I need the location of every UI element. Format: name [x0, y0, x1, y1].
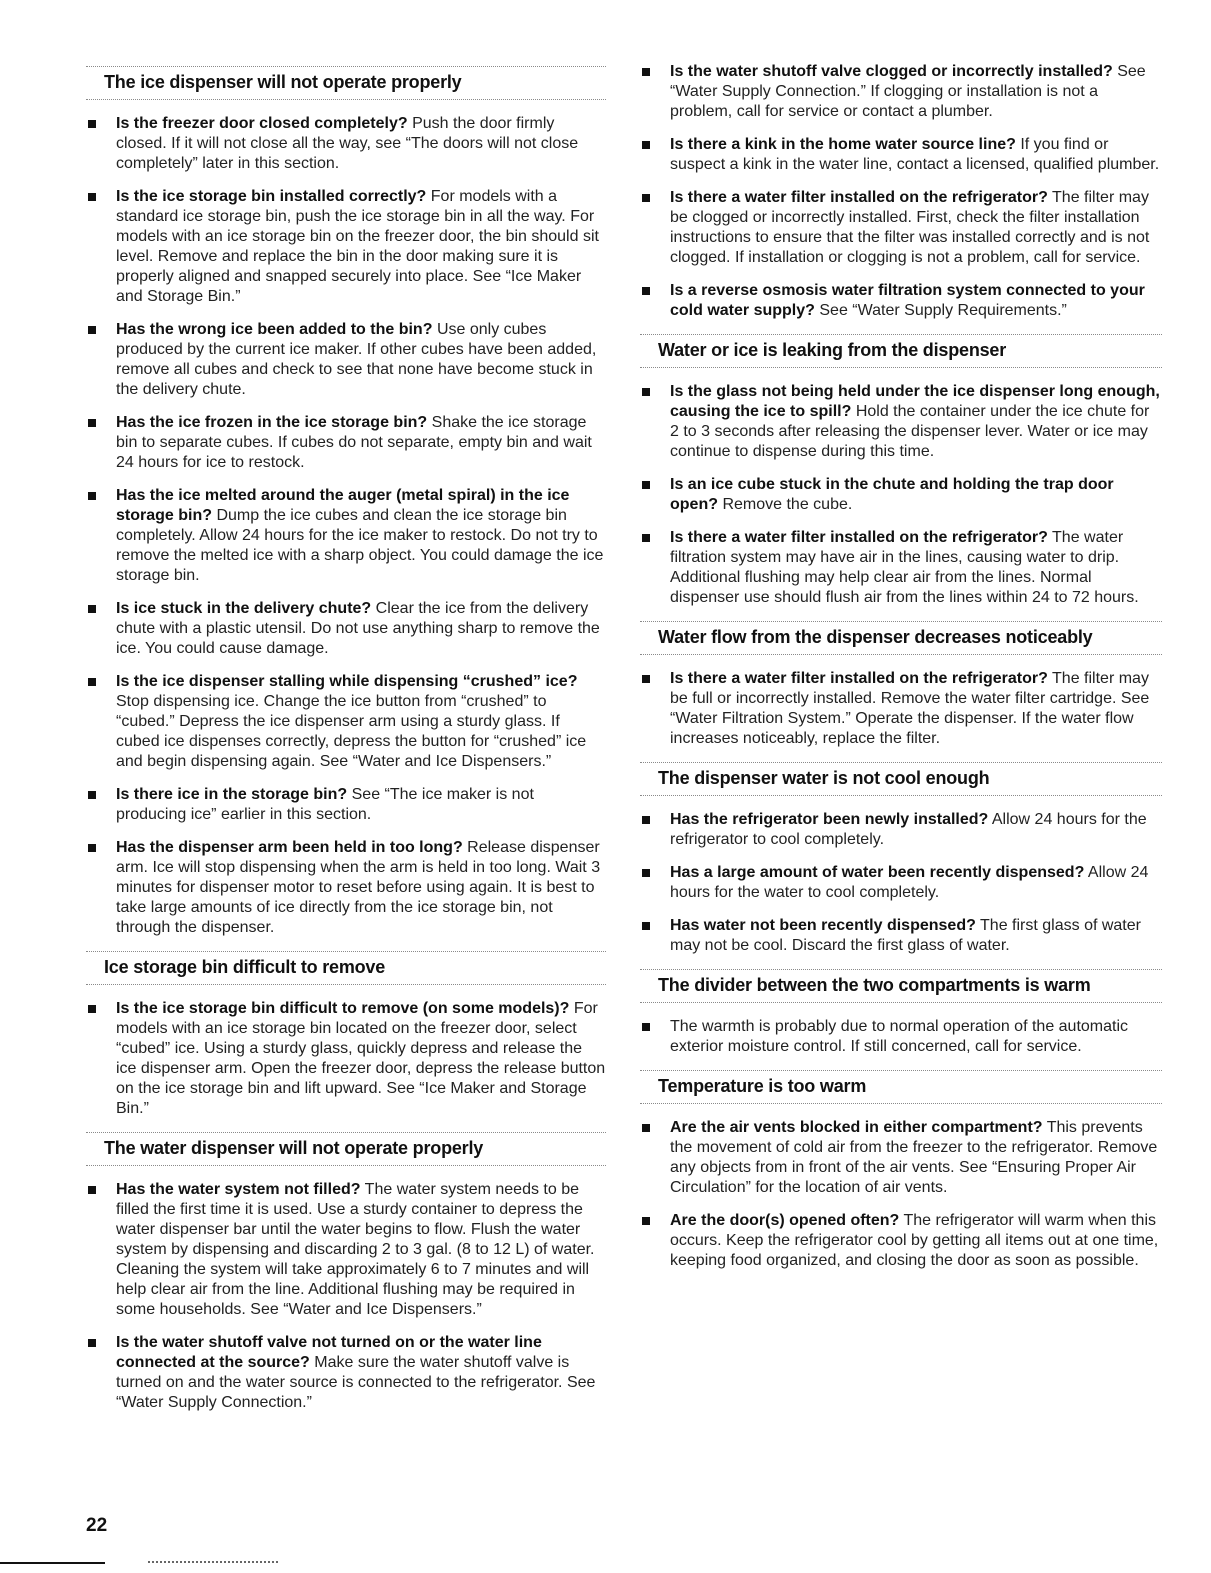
square-bullet-icon	[642, 1124, 650, 1132]
list-item	[86, 838, 606, 938]
question-text: Has water not been recently dispensed?	[670, 917, 976, 934]
question-text: Has the wrong ice been added to the bin?	[116, 321, 433, 338]
square-bullet-icon	[88, 1186, 96, 1194]
bullet-list	[640, 810, 1162, 956]
section-heading: Water flow from the dispenser decreases noticeably	[658, 627, 1093, 647]
answer-text: The filter may be full or incorrectly installed. Remove the water filter cartridge. See “Water Filtration System.” Operate the dispenser. If the water flow increases noticeably, replace the filter.	[670, 670, 1150, 747]
troubleshooting-section	[640, 1070, 1162, 1271]
square-bullet-icon	[88, 492, 96, 500]
answer-text: Use only cubes produced by the current ice maker. If other cubes have been added, remove all cubes and check to see that none have become stuck in the delivery chute.	[116, 321, 597, 398]
question-text: Are the door(s) opened often?	[670, 1212, 900, 1229]
troubleshooting-section	[640, 621, 1162, 749]
answer-text: Dump the ice cubes and clean the ice storage bin completely. Allow 24 hours for the ice maker to restock. Do not try to remove the melted ice with a sharp object. You could damage the ice storage bin.	[116, 507, 604, 584]
section-heading-band	[86, 66, 606, 100]
section-heading: The divider between the two compartments is warm	[658, 975, 1091, 995]
list-item	[86, 1333, 606, 1413]
section-heading: Temperature is too warm	[658, 1076, 867, 1096]
question-text: Is the water shutoff valve clogged or incorrectly installed?	[670, 63, 1113, 80]
question-text: Is the glass not being held under the ice dispenser long enough, causing the ice to spill?	[670, 383, 1160, 420]
list-item	[86, 999, 606, 1119]
answer-text: Allow 24 hours for the water to cool completely.	[670, 864, 1149, 901]
question-text: Has the ice melted around the auger (metal spiral) in the ice storage bin?	[116, 487, 570, 524]
question-text: Is there a water filter installed on the refrigerator?	[670, 670, 1048, 687]
square-bullet-icon	[88, 844, 96, 852]
question-text: Has a large amount of water been recently dispensed?	[670, 864, 1085, 881]
question-text: Are the air vents blocked in either compartment?	[670, 1119, 1043, 1136]
troubleshooting-section	[640, 334, 1162, 608]
list-item	[640, 810, 1162, 850]
square-bullet-icon	[88, 605, 96, 613]
list-item	[640, 1118, 1162, 1198]
question-text: Is there a kink in the home water source line?	[670, 136, 1016, 153]
list-item	[86, 599, 606, 659]
answer-text: The warmth is probably due to normal operation of the automatic exterior moisture control. If still concerned, call for service.	[670, 1018, 1129, 1055]
list-item	[640, 669, 1162, 749]
answer-text: Hold the container under the ice chute for 2 to 3 seconds after releasing the dispenser lever. Water or ice may continue to dispense during this time.	[670, 403, 1150, 460]
list-item	[86, 1180, 606, 1320]
square-bullet-icon	[88, 678, 96, 686]
list-item	[640, 382, 1162, 462]
list-item	[640, 528, 1162, 608]
list-item	[86, 785, 606, 825]
section-heading-band	[640, 334, 1162, 368]
answer-text: Push the door firmly closed. If it will not close all the way, see “The doors will not close completely” later in this section.	[116, 115, 579, 172]
square-bullet-icon	[642, 68, 650, 76]
list-item	[86, 114, 606, 174]
square-bullet-icon	[642, 922, 650, 930]
footer-rule	[0, 1562, 105, 1564]
question-text: Is the ice dispenser stalling while dispensing “crushed” ice?	[116, 673, 578, 690]
list-item	[86, 413, 606, 473]
section-heading: The ice dispenser will not operate properly	[104, 72, 462, 92]
answer-text: Release dispenser arm. Ice will stop dispensing when the arm is held in too long. Wait 3 minutes for dispenser motor to reset before using again. It is best to take large amounts of ice directly from the ice storage bin, not through the dispenser.	[116, 839, 601, 936]
troubleshooting-section	[640, 762, 1162, 956]
answer-text: The first glass of water may not be cool. Discard the first glass of water.	[670, 917, 1141, 954]
section-heading-band	[86, 951, 606, 985]
bullet-list	[640, 382, 1162, 608]
bullet-list	[640, 1017, 1162, 1057]
question-text: Is an ice cube stuck in the chute and holding the trap door open?	[670, 476, 1114, 513]
troubleshooting-section	[86, 1132, 606, 1413]
answer-text: Allow 24 hours for the refrigerator to cool completely.	[670, 811, 1147, 848]
answer-text: The water filtration system may have air in the lines, causing water to drip. Additional flushing may help clear air from the lines. Normal dispenser use should flush air from the lines within 24 to 72 hours.	[670, 529, 1139, 606]
square-bullet-icon	[88, 326, 96, 334]
square-bullet-icon	[88, 193, 96, 201]
question-text: Has the water system not filled?	[116, 1181, 361, 1198]
question-text: Has the ice frozen in the ice storage bin?	[116, 414, 428, 431]
answer-text: This prevents the movement of cold air from the freezer to the refrigerator. Remove any objects from in front of the air vents. See “Ensuring Proper Air Circulation” for the location of air vents.	[670, 1119, 1158, 1196]
question-text: Is there a water filter installed on the refrigerator?	[670, 529, 1048, 546]
square-bullet-icon	[88, 1339, 96, 1347]
square-bullet-icon	[88, 419, 96, 427]
right-column	[640, 62, 1162, 1284]
footer-print-mark	[148, 1561, 278, 1567]
list-item	[640, 188, 1162, 268]
troubleshooting-section	[640, 969, 1162, 1057]
troubleshooting-section	[640, 62, 1162, 321]
answer-text: See “Water Supply Connection.” If clogging or installation is not a problem, call for service or contact a plumber.	[670, 63, 1146, 120]
section-heading: The dispenser water is not cool enough	[658, 768, 990, 788]
section-heading-band	[640, 762, 1162, 796]
answer-text: Clear the ice from the delivery chute with a plastic utensil. Do not use anything sharp to remove the ice. You could cause damage.	[116, 600, 600, 657]
square-bullet-icon	[642, 816, 650, 824]
square-bullet-icon	[88, 120, 96, 128]
answer-text: The refrigerator will warm when this occurs. Keep the refrigerator cool by getting all items out at one time, keeping food organized, and closing the door as soon as possible.	[670, 1212, 1159, 1269]
square-bullet-icon	[642, 675, 650, 683]
square-bullet-icon	[642, 1023, 650, 1031]
square-bullet-icon	[88, 791, 96, 799]
question-text: Is there a water filter installed on the refrigerator?	[670, 189, 1048, 206]
list-item	[640, 863, 1162, 903]
question-text: Is the water shutoff valve not turned on or the water line connected at the source?	[116, 1334, 542, 1371]
page-number: 22	[86, 1515, 108, 1536]
section-heading-band	[86, 1132, 606, 1166]
question-text: Is the ice storage bin difficult to remove (on some models)?	[116, 1000, 570, 1017]
left-column	[86, 62, 606, 1426]
square-bullet-icon	[642, 287, 650, 295]
list-item	[86, 187, 606, 307]
bullet-list	[640, 1118, 1162, 1271]
answer-text: For models with an ice storage bin located on the freezer door, select “cubed” ice. Using a sturdy glass, quickly depress and release the ice dispenser arm. Open the freezer door, depress the release button on the ice storage bin and lift upward. See “Ice Maker and Storage Bin.”	[116, 1000, 606, 1117]
square-bullet-icon	[642, 534, 650, 542]
answer-text: Make sure the water shutoff valve is turned on and the water source is connected to the refrigerator. See “Water Supply Connection.”	[116, 1354, 596, 1411]
troubleshooting-section	[86, 66, 606, 938]
square-bullet-icon	[642, 481, 650, 489]
list-item	[86, 320, 606, 400]
section-heading-band	[640, 969, 1162, 1003]
list-item	[640, 135, 1162, 175]
question-text: Is the ice storage bin installed correctly?	[116, 188, 427, 205]
square-bullet-icon	[642, 194, 650, 202]
bullet-list	[86, 114, 606, 938]
list-item	[640, 1211, 1162, 1271]
bullet-list	[640, 669, 1162, 749]
troubleshooting-section	[86, 951, 606, 1119]
list-item	[86, 672, 606, 772]
answer-text: Stop dispensing ice. Change the ice button from “crushed” to “cubed.” Depress the ice dispenser arm using a sturdy glass. If cubed ice dispenses correctly, depress the button for “crushed” ice and begin dispensing again. See “Water and Ice Dispensers.”	[116, 693, 587, 770]
section-heading: The water dispenser will not operate properly	[104, 1138, 484, 1158]
square-bullet-icon	[88, 1005, 96, 1013]
list-item	[640, 1017, 1162, 1057]
section-heading: Ice storage bin difficult to remove	[104, 957, 386, 977]
list-item	[640, 62, 1162, 122]
question-text: Is the freezer door closed completely?	[116, 115, 408, 132]
square-bullet-icon	[642, 141, 650, 149]
answer-text: The filter may be clogged or incorrectly installed. First, check the filter installation instructions to ensure that the filter was installed correctly and is not clogged. If installation or clogging is not a problem, call for service.	[670, 189, 1150, 266]
bullet-list	[86, 1180, 606, 1413]
question-text: Is there ice in the storage bin?	[116, 786, 348, 803]
bullet-list	[86, 999, 606, 1119]
list-item	[640, 916, 1162, 956]
answer-text: See “The ice maker is not producing ice” earlier in this section.	[116, 786, 534, 823]
answer-text: See “Water Supply Requirements.”	[819, 302, 1067, 319]
question-text: Has the refrigerator been newly installed?	[670, 811, 989, 828]
square-bullet-icon	[642, 388, 650, 396]
square-bullet-icon	[642, 869, 650, 877]
section-heading: Water or ice is leaking from the dispenser	[658, 340, 1007, 360]
answer-text: The water system needs to be filled the first time it is used. Use a sturdy container to depress the water dispenser bar until the water begins to flow. Flush the water system by dispensing and discarding 2 to 3 gal. (8 to 12 L) of water. Cleaning the system will take approximately 6 to 7 minutes and will help clear air from the line. Additional flushing may be required in some households. See “Water and Ice Dispensers.”	[116, 1181, 595, 1318]
bullet-list	[640, 62, 1162, 321]
answer-text: Shake the ice storage bin to separate cubes. If cubes do not separate, empty bin and wait 24 hours for ice to restock.	[116, 414, 592, 471]
square-bullet-icon	[642, 1217, 650, 1225]
section-heading-band	[640, 621, 1162, 655]
list-item	[86, 486, 606, 586]
question-text: Has the dispenser arm been held in too long?	[116, 839, 463, 856]
list-item	[640, 475, 1162, 515]
answer-text: Remove the cube.	[722, 496, 853, 513]
section-heading-band	[640, 1070, 1162, 1104]
answer-text: For models with a standard ice storage bin, push the ice storage bin in all the way. For models with an ice storage bin on the freezer door, the bin should sit level. Remove and replace the bin in the door making sure it is properly aligned and snapped securely into place. See “Ice Maker and Storage Bin.”	[116, 188, 599, 305]
list-item	[640, 281, 1162, 321]
question-text: Is ice stuck in the delivery chute?	[116, 600, 372, 617]
question-text: Is a reverse osmosis water filtration system connected to your cold water supply?	[670, 282, 1145, 319]
answer-text: If you find or suspect a kink in the water line, contact a licensed, qualified plumber.	[670, 136, 1160, 173]
